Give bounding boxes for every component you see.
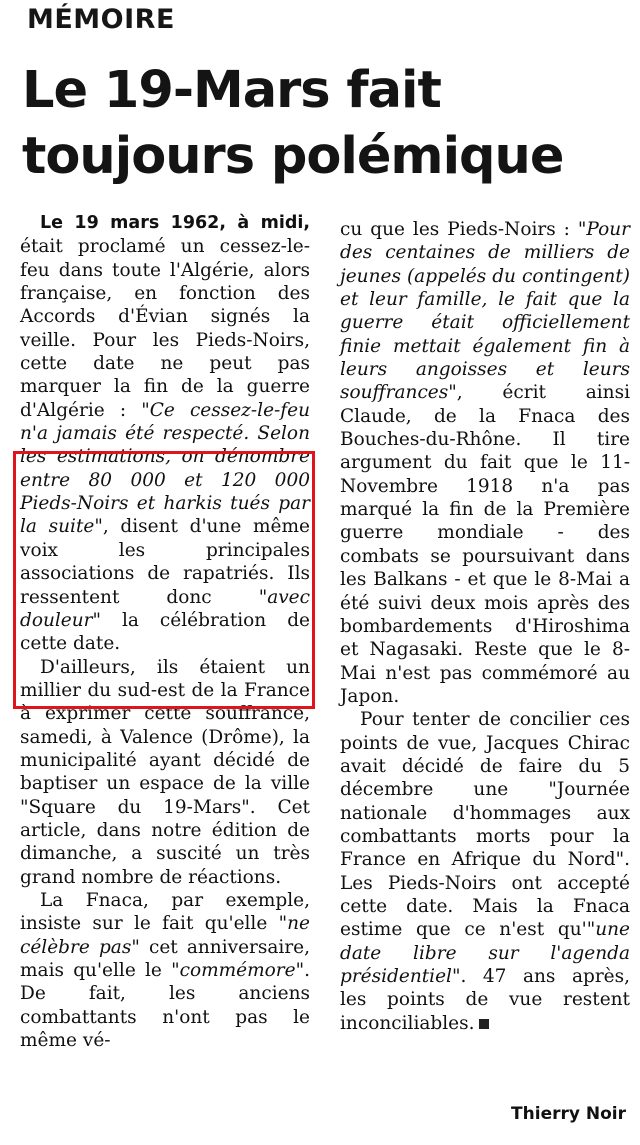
byline: Thierry Noir xyxy=(511,1104,626,1124)
quote-avec-douleur: "avec douleur" xyxy=(20,586,310,631)
quote-commemore: "commémore" xyxy=(171,960,305,981)
paragraph-1-text-b: , disent d'une même voix les principales associations de rapatriés. Ils ressentent donc xyxy=(20,516,310,608)
paragraph-3-text-b: cet anniversaire, mais qu'elle le xyxy=(20,936,310,981)
paragraph-3 xyxy=(20,889,310,1052)
quote-ceasefire: "Ce cessez-le-feu n'a jamais été respecté. Selon les estimations, on dénombre entre 80 000 et 120 000 Pieds-Noirs et harkis tués par la suite" xyxy=(20,399,311,538)
paragraph-1-text-a: était proclamé un cessez-le-feu dans toute l'Algérie, alors française, en fonction des Accords d'Évian signés la veille. Pour les Pieds-Noirs, cette date ne peut pas marquer la fin de la guerre d'Algérie : xyxy=(20,236,310,421)
section-rubric: MÉMOIRE xyxy=(27,4,175,35)
end-mark-icon xyxy=(479,1019,489,1029)
paragraph-5 xyxy=(340,708,630,1035)
paragraph-3-text-c: . De fait, les anciens combattants n'ont pas le même vé- xyxy=(20,960,310,1052)
article-column-right xyxy=(340,218,630,1035)
paragraph-4 xyxy=(340,218,630,708)
paragraph-1-text-c: la célébration de cette date. xyxy=(20,609,310,655)
paragraph-4-text-b: , écrit ainsi Claude, de la Fnaca des Bouches-du-Rhône. Il tire argument du fait que le 11-Novembre 1918 n'a pas marqué la fin de la Première guerre mondiale - des combats se poursuivant dans les Balkans - et que le 8-Mai a été suivi deux mois après des bombardements d'Hiroshima et Nagasaki. Reste que le 8-Mai n'est pas commémoré au Japon. xyxy=(340,382,630,707)
highlight-box xyxy=(13,451,315,709)
paragraph-2: D'ailleurs, ils étaient un millier du sud-est de la France à exprimer cette souffrance, samedi, à Valence (Drôme), la municipalité ayant décidé de baptiser un espace de la ville "Square du 19-Mars". Cet article, dans notre édition de dimanche, a suscité un très grand nombre de réactions. xyxy=(20,656,310,888)
lead-in: Le 19 mars 1962, à midi, xyxy=(40,213,310,233)
paragraph-4-text-a: cu que les Pieds-Noirs : xyxy=(340,219,578,240)
quote-date-libre: "une date libre sur l'agenda présidentiel" xyxy=(340,919,630,987)
quote-ne-celebre-pas: "ne célèbre pas" xyxy=(20,913,310,958)
paragraph-5-text-a: Pour tenter de concilier ces points de vue, Jacques Chirac avait décidé de faire du 5 décembre une "Journée nationale d'hommages aux combattants morts pour la France en Afrique du Nord". Les Pieds-Noirs ont accepté cette date. Mais la Fnaca estime que ce n'est qu' xyxy=(340,709,630,941)
quote-fnaca: "Pour des centaines de milliers de jeunes (appelés du contingent) et leur famille, le fait que la guerre était officiellement finie mettait également fin à leurs angoisses et leurs souffrances" xyxy=(340,219,630,404)
paragraph-5-text-b: . 47 ans après, les points de vue restent inconciliables. xyxy=(340,966,630,1034)
paragraph-3-text-a: La Fnaca, par exemple, insiste sur le fait qu'elle xyxy=(20,889,310,935)
headline: Le 19-Mars fait toujours polémique xyxy=(22,61,564,186)
